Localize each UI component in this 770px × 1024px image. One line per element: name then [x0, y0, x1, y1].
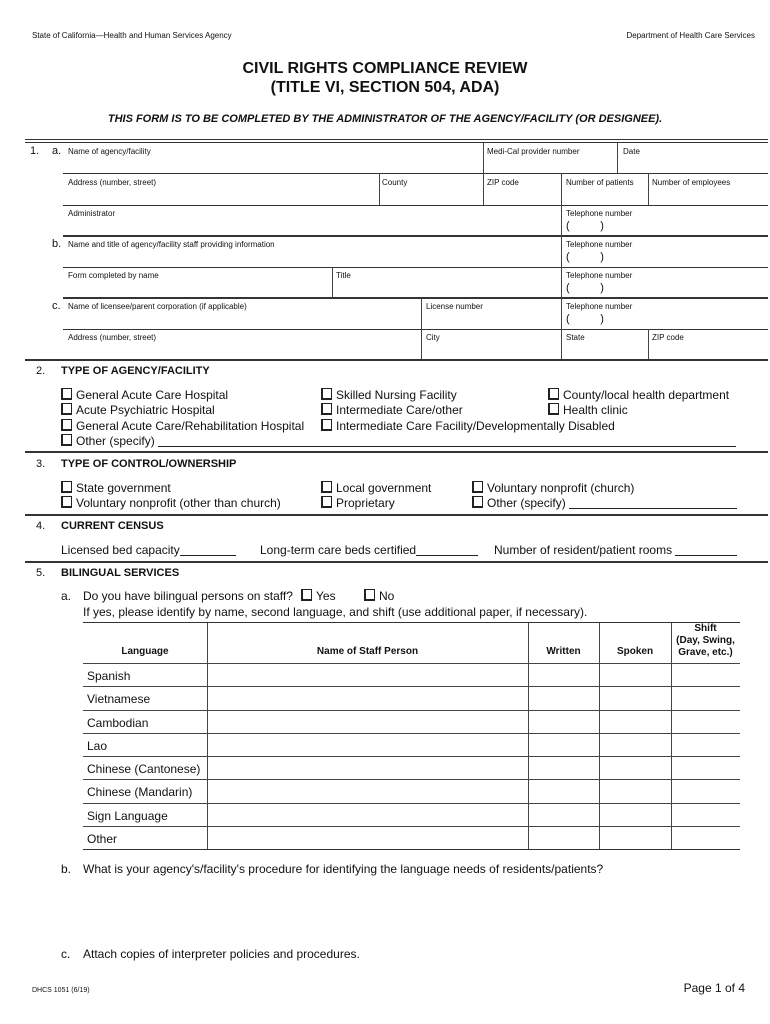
checkbox-general-acute[interactable]: General Acute Care Hospital — [61, 388, 228, 402]
department-header: Department of Health Care Services — [626, 31, 755, 40]
language-cell: Sign Language — [87, 808, 168, 823]
phone-parens: ( ) — [566, 220, 604, 232]
shift-cell[interactable] — [671, 804, 740, 827]
agency-header: State of California—Health and Human Services Agency — [32, 31, 232, 40]
language-cell: Spanish — [87, 669, 131, 683]
language-cell: Lao — [87, 738, 108, 753]
language-cell: Vietnamese — [87, 692, 151, 707]
language-needs-answer-area[interactable] — [83, 880, 740, 940]
language-needs-question: What is your agency's/facility's procedure for identifying the language needs of residents/patients? — [83, 862, 604, 876]
written-cell[interactable] — [528, 804, 599, 827]
licensed-bed-field[interactable]: Licensed bed capacity — [61, 543, 236, 557]
checkbox-nonprofit-church[interactable]: Voluntary nonprofit (church) — [472, 481, 634, 495]
section-1-number: 1. — [30, 145, 40, 157]
zip-field[interactable]: ZIP code — [487, 178, 519, 187]
address-field[interactable]: Address (number, street) — [68, 178, 157, 187]
checkbox-other-facility[interactable]: Other (specify) — [61, 434, 736, 448]
column-header-spoken: Spoken — [616, 646, 654, 657]
staff-name-cell[interactable] — [207, 687, 528, 710]
bilingual-instruction: If yes, please identify by name, second language, and shift (use additional paper, if necessary). — [83, 605, 588, 619]
table-row — [83, 826, 740, 850]
section-1c-label: c. — [52, 300, 61, 312]
written-cell[interactable] — [528, 780, 599, 803]
language-cell: Chinese (Cantonese) — [87, 762, 201, 776]
language-cell: Other — [87, 831, 118, 846]
section-5-heading: BILINGUAL SERVICES — [61, 567, 180, 579]
state-field[interactable]: State — [566, 333, 585, 342]
shift-cell[interactable] — [671, 734, 740, 757]
spoken-cell[interactable] — [599, 687, 671, 710]
column-header-language: Language — [121, 646, 169, 657]
shift-cell[interactable] — [671, 664, 740, 687]
table-row — [83, 803, 740, 827]
checkbox-no[interactable]: No — [364, 589, 394, 603]
item-5a-label: a. — [61, 589, 72, 603]
checkbox-voluntary-nonprofit[interactable]: Voluntary nonprofit (other than church) — [61, 496, 281, 510]
spoken-cell[interactable] — [599, 757, 671, 780]
section-1b-label: b. — [52, 238, 62, 250]
checkbox-icf-dd[interactable]: Intermediate Care Facility/Developmentally Disabled — [321, 419, 615, 433]
admin-phone-field[interactable]: Telephone number — [566, 209, 633, 218]
checkbox-acute-psychiatric[interactable]: Acute Psychiatric Hospital — [61, 403, 215, 417]
spoken-cell[interactable] — [599, 734, 671, 757]
form-title: CIVIL RIGHTS COMPLIANCE REVIEW — [242, 60, 528, 77]
form-subtitle: (TITLE VI, SECTION 504, ADA) — [270, 79, 500, 96]
page-number: Page 1 of 4 — [683, 981, 745, 995]
table-row — [83, 779, 740, 803]
section-5-number: 5. — [36, 567, 46, 579]
checkbox-health-clinic[interactable]: Health clinic — [548, 403, 628, 417]
section-2-number: 2. — [36, 365, 46, 377]
licensee-field[interactable]: Name of licensee/parent corporation (if applicable) — [68, 302, 247, 311]
phone-parens: ( ) — [566, 251, 604, 263]
employees-field[interactable]: Number of employees — [652, 178, 731, 187]
language-cell: Cambodian — [87, 715, 149, 730]
staff-name-cell[interactable] — [207, 734, 528, 757]
staff-phone-field[interactable]: Telephone number — [566, 240, 633, 249]
column-header-shift: Shift (Day, Swing, Grave, etc.) — [676, 623, 735, 658]
rooms-field[interactable]: Number of resident/patient rooms — [494, 543, 737, 557]
staff-name-cell[interactable] — [207, 711, 528, 734]
licensee-phone-field[interactable]: Telephone number — [566, 302, 633, 311]
phone-parens: ( ) — [566, 313, 604, 325]
written-cell[interactable] — [528, 757, 599, 780]
section-3-number: 3. — [36, 458, 46, 470]
spoken-cell[interactable] — [599, 804, 671, 827]
checkbox-other-ownership[interactable]: Other (specify) — [472, 496, 737, 510]
staff-name-cell[interactable] — [207, 757, 528, 780]
completed-phone-field[interactable]: Telephone number — [566, 271, 633, 280]
checkbox-proprietary[interactable]: Proprietary — [321, 496, 395, 510]
table-row — [83, 686, 740, 710]
longterm-beds-field[interactable]: Long-term care beds certified — [260, 543, 478, 557]
licensee-address-field[interactable]: Address (number, street) — [68, 333, 157, 342]
completed-by-field[interactable]: Form completed by name — [68, 271, 159, 280]
interpreter-policies-instruction: Attach copies of interpreter policies and procedures. — [83, 947, 360, 961]
license-number-field[interactable]: License number — [426, 302, 483, 311]
bilingual-staff-table — [83, 622, 740, 850]
table-row — [83, 710, 740, 734]
county-field[interactable]: County — [382, 178, 408, 187]
table-row — [83, 663, 740, 687]
written-cell[interactable] — [528, 711, 599, 734]
checkbox-county-health[interactable]: County/local health department — [548, 388, 729, 402]
checkbox-rehabilitation[interactable]: General Acute Care/Rehabilitation Hospital — [61, 419, 304, 433]
section-2-heading: TYPE OF AGENCY/FACILITY — [61, 365, 210, 377]
section-1a-label: a. — [52, 145, 62, 157]
table-row — [83, 733, 740, 757]
written-cell[interactable] — [528, 734, 599, 757]
section-4-number: 4. — [36, 520, 46, 532]
bilingual-question: Do you have bilingual persons on staff? — [83, 589, 293, 603]
item-5b-label: b. — [61, 862, 72, 876]
checkbox-yes[interactable]: Yes — [301, 589, 336, 603]
checkbox-state-government[interactable]: State government — [61, 481, 171, 495]
table-row — [83, 756, 740, 780]
spoken-cell[interactable] — [599, 664, 671, 687]
date-field[interactable]: Date — [623, 147, 640, 156]
medical-provider-field[interactable]: Medi-Cal provider number — [487, 147, 580, 156]
shift-cell[interactable] — [671, 757, 740, 780]
section-3-heading: TYPE OF CONTROL/OWNERSHIP — [61, 458, 237, 470]
staff-name-cell[interactable] — [207, 664, 528, 687]
phone-parens: ( ) — [566, 282, 604, 294]
item-5c-label: c. — [61, 947, 71, 961]
checkbox-intermediate-care[interactable]: Intermediate Care/other — [321, 403, 463, 417]
checkbox-skilled-nursing[interactable]: Skilled Nursing Facility — [321, 388, 457, 402]
column-header-written: Written — [546, 646, 581, 657]
staff-name-cell[interactable] — [207, 780, 528, 803]
staff-name-cell[interactable] — [207, 827, 528, 850]
written-cell[interactable] — [528, 664, 599, 687]
language-cell: Chinese (Mandarin) — [87, 785, 193, 800]
title-field[interactable]: Title — [336, 271, 351, 280]
shift-cell[interactable] — [671, 827, 740, 850]
column-header-staff-name: Name of Staff Person — [316, 646, 419, 657]
written-cell[interactable] — [528, 687, 599, 710]
patients-field[interactable]: Number of patients — [566, 178, 634, 187]
staff-name-cell[interactable] — [207, 804, 528, 827]
written-cell[interactable] — [528, 827, 599, 850]
shift-cell[interactable] — [671, 711, 740, 734]
checkbox-local-government[interactable]: Local government — [321, 481, 431, 495]
city-field[interactable]: City — [426, 333, 440, 342]
section-4-heading: CURRENT CENSUS — [61, 520, 164, 532]
spoken-cell[interactable] — [599, 780, 671, 803]
form-instruction: THIS FORM IS TO BE COMPLETED BY THE ADMINISTRATOR OF THE AGENCY/FACILITY (OR DESIGNEE). — [107, 113, 663, 125]
spoken-cell[interactable] — [599, 827, 671, 850]
form-number: DHCS 1051 (6/19) — [32, 987, 90, 994]
administrator-field[interactable]: Administrator — [68, 209, 116, 218]
shift-cell[interactable] — [671, 687, 740, 710]
staff-field[interactable]: Name and title of agency/facility staff providing information — [68, 240, 275, 249]
shift-cell[interactable] — [671, 780, 740, 803]
spoken-cell[interactable] — [599, 711, 671, 734]
agency-name-field[interactable]: Name of agency/facility — [68, 147, 151, 156]
licensee-zip-field[interactable]: ZIP code — [652, 333, 684, 342]
